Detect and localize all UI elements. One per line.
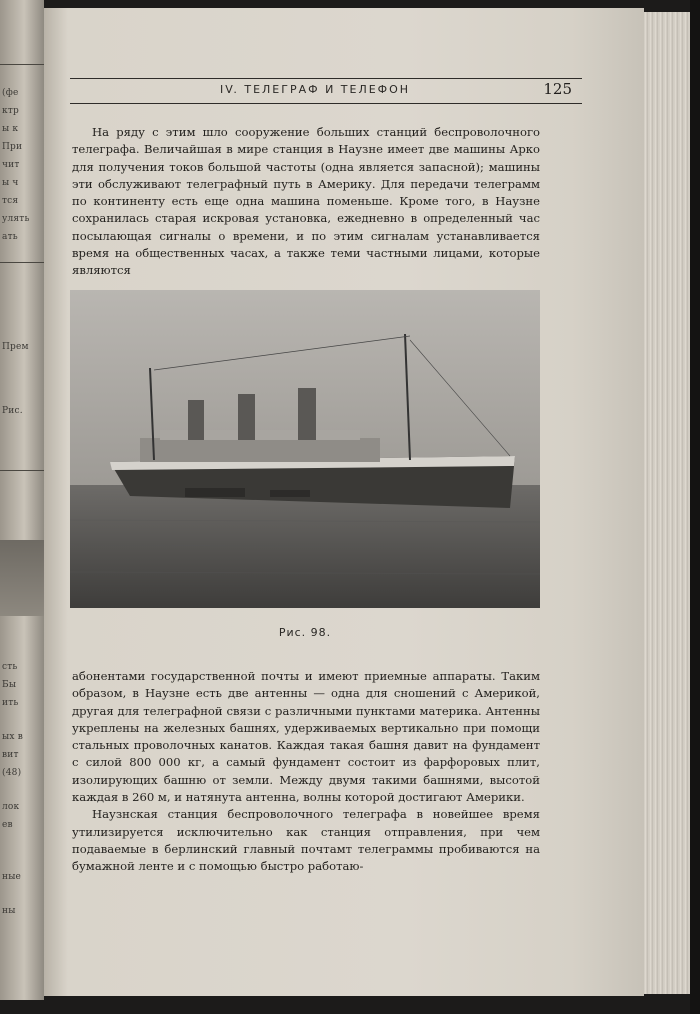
left-page-figure — [0, 540, 44, 616]
figure-caption: Рис. 98. — [278, 626, 332, 639]
left-page-fragment: Рис. — [2, 406, 23, 416]
left-page-fragment: вит — [2, 750, 19, 760]
paragraph: Наузнская станция беспроволочного телеграфа в новейшее время утилизируется исключительно как станция отправления, при чем подаваемые в берлинский главный почтамт телеграммы пробиваются на бумажной ленте и с помощью быстро работаю- — [72, 807, 540, 874]
left-page-fragment: лок — [2, 802, 20, 812]
left-page-rule — [0, 262, 44, 263]
left-page-fragment: ные — [2, 872, 22, 882]
body-text-top — [72, 124, 540, 280]
body-text-bottom — [72, 668, 540, 876]
left-page-fragment: (48) — [2, 768, 22, 778]
background-edge — [690, 0, 700, 1014]
ship-image — [70, 290, 540, 608]
ship-photograph — [70, 290, 540, 608]
left-page-fragment: сть — [2, 662, 18, 672]
left-page-fragment: Бы — [2, 680, 17, 690]
running-title: IV. ТЕЛЕГРАФ И ТЕЛЕФОН — [220, 83, 411, 96]
left-page-fragment: При — [2, 142, 23, 152]
left-page-fragment: улять — [2, 214, 30, 224]
page-stack-edge — [644, 12, 690, 994]
paragraph: абонентами государственной почты и имеют приемные аппараты. Таким образом, в Наузне есть две антенны — одна для сношений с Америкой, другая для телеграфной связи с различными пунктами материка. Антенны укреплены на железных башнях, удерживаемых вертикально при помощи стальных проволочных канатов. Каждая такая башня давит на фундамент с силой 800 000 кг, а самый фундамент состоит из фарфоровых плит, изолирующих башню от земли. Между двумя такими башнями, высотой каждая в 260 м, и натянута антенна, волны которой достигают Америки. — [72, 669, 540, 805]
left-page-fragment: Прем — [2, 342, 29, 352]
left-page-fragment: (фе — [2, 88, 19, 98]
left-page-fragment: тся — [2, 196, 19, 206]
left-page-fragment: ы к — [2, 124, 19, 134]
page-header — [70, 78, 582, 104]
left-page-fragment: ых в — [2, 732, 23, 742]
left-page-fragment: ны — [2, 906, 16, 916]
left-page-fragment: ить — [2, 698, 19, 708]
left-page-rule — [0, 64, 44, 65]
paragraph: На ряду с этим шло сооружение больших станций беспроволочного телеграфа. Величайшая в мире станция в Наузне имеет две машины Арко для получения токов большой частоты (одна является запасной); машины эти обслуживают телеграфный путь в Америку. Для передачи телеграмм по континенту есть еще одна машина поменьше. Кроме того, в Наузне сохранилась старая искровая установка, ежедневно в определенный час посылающая сигналы о времени, и по этим сигналам устанавливается время на общественных часах, а также теми частными лицами, которые являются — [72, 125, 540, 278]
left-page-fragment: ктр — [2, 106, 19, 116]
left-page-fragment: ать — [2, 232, 18, 242]
left-page-fragment: чит — [2, 160, 20, 170]
left-page-fragment: ев — [2, 820, 13, 830]
book-page — [44, 8, 644, 996]
left-page-fragment: ы ч — [2, 178, 19, 188]
previous-page — [0, 0, 44, 1000]
page-number: 125 — [543, 80, 572, 98]
left-page-rule — [0, 470, 44, 471]
